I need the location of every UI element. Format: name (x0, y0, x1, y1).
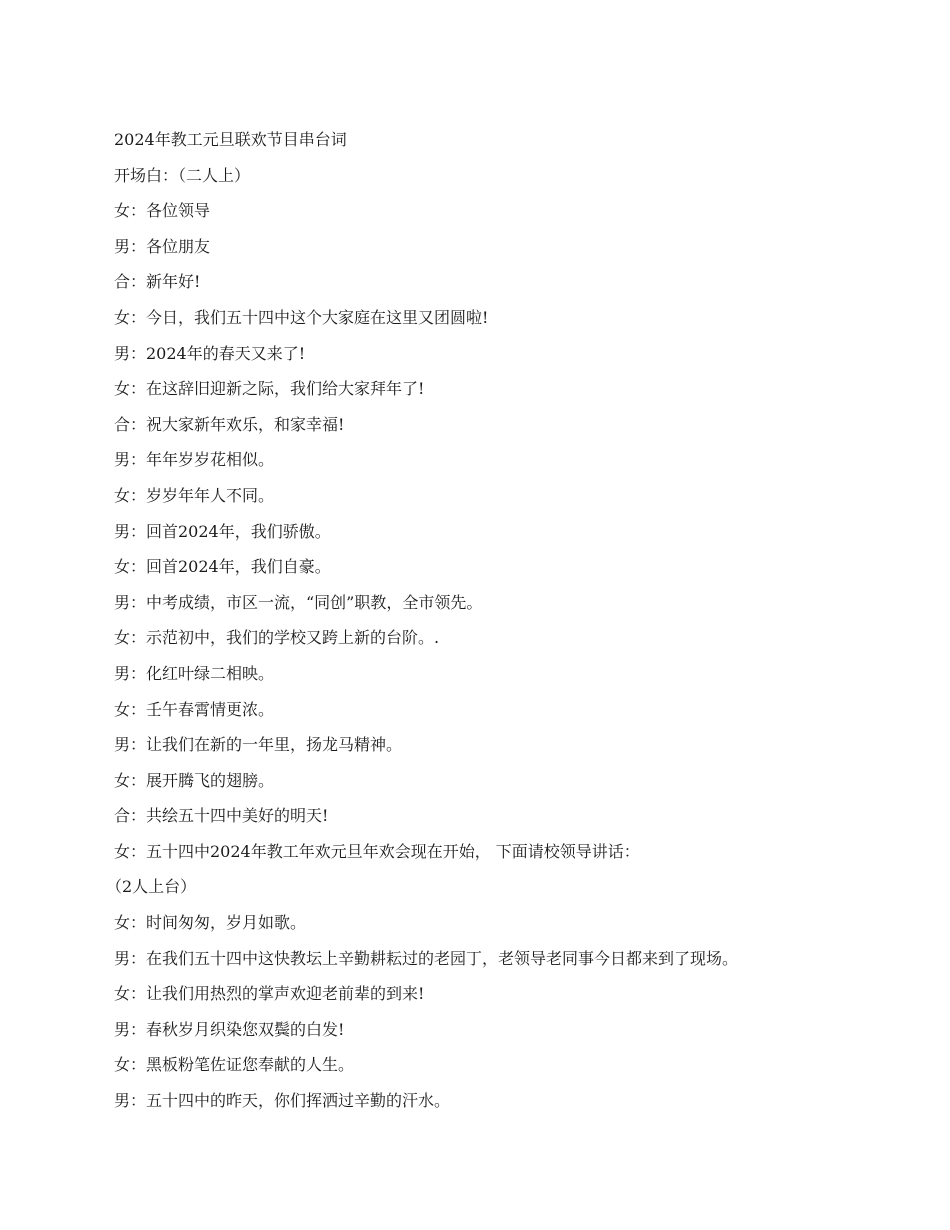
script-line: 男：五十四中的昨天，你们挥洒过辛勤的汗水。 (114, 1091, 451, 1111)
script-line: 女：在这辞旧迎新之际，我们给大家拜年了! (114, 379, 425, 399)
stage-direction: （2人上台） (106, 877, 197, 897)
script-line: 合：新年好! (114, 272, 201, 292)
script-line: 男：年年岁岁花相似。 (114, 450, 275, 470)
script-line: 女：岁岁年年人不同。 (114, 485, 275, 505)
script-line: 男：让我们在新的一年里，扬龙马精神。 (114, 735, 403, 755)
script-line: 女：壬午春霄情更浓。 (114, 699, 275, 719)
script-line: 女：五十四中2024年教工年欢元旦年欢会现在开始， 下面请校领导讲话： (114, 841, 640, 861)
script-line: 女：各位领导 (114, 201, 211, 221)
document-page (106, 122, 914, 1119)
script-line: 男：2024年的春天又来了! (114, 343, 306, 363)
script-line: 合：祝大家新年欢乐，和家幸福! (114, 414, 345, 434)
script-line: 男：中考成绩，市区一流，“同创”职教，全市领先。 (114, 592, 483, 612)
script-line: 女：展开腾飞的翅膀。 (114, 770, 275, 790)
script-line: 女：今日，我们五十四中这个大家庭在这里又团圆啦! (114, 307, 489, 327)
document-title: 2024年教工元旦联欢节目串台词 (114, 130, 347, 149)
script-line: 开场白：（二人上） (114, 165, 251, 185)
script-line: 女：黑板粉笔佐证您奉献的人生。 (114, 1055, 355, 1075)
script-line: 合：共绘五十四中美好的明天! (114, 806, 329, 826)
script-line: 男：化红叶绿二相映。 (114, 663, 275, 683)
script-line: 男：春秋岁月织染您双鬓的白发! (114, 1019, 345, 1039)
script-line: 男：回首2024年，我们骄傲。 (114, 521, 331, 541)
script-line: 男：在我们五十四中这快教坛上辛勤耕耘过的老园丁，老领导老同事今日都来到了现场。 (114, 948, 739, 968)
script-line: 女：让我们用热烈的掌声欢迎老前辈的到来! (114, 984, 425, 1004)
script-line: 女：示范初中，我们的学校又跨上新的台阶。. (114, 628, 440, 648)
script-line: 男：各位朋友 (114, 236, 211, 256)
script-line: 女：回首2024年，我们自豪。 (114, 557, 331, 577)
script-line: 女：时间匆匆，岁月如歌。 (114, 913, 307, 933)
